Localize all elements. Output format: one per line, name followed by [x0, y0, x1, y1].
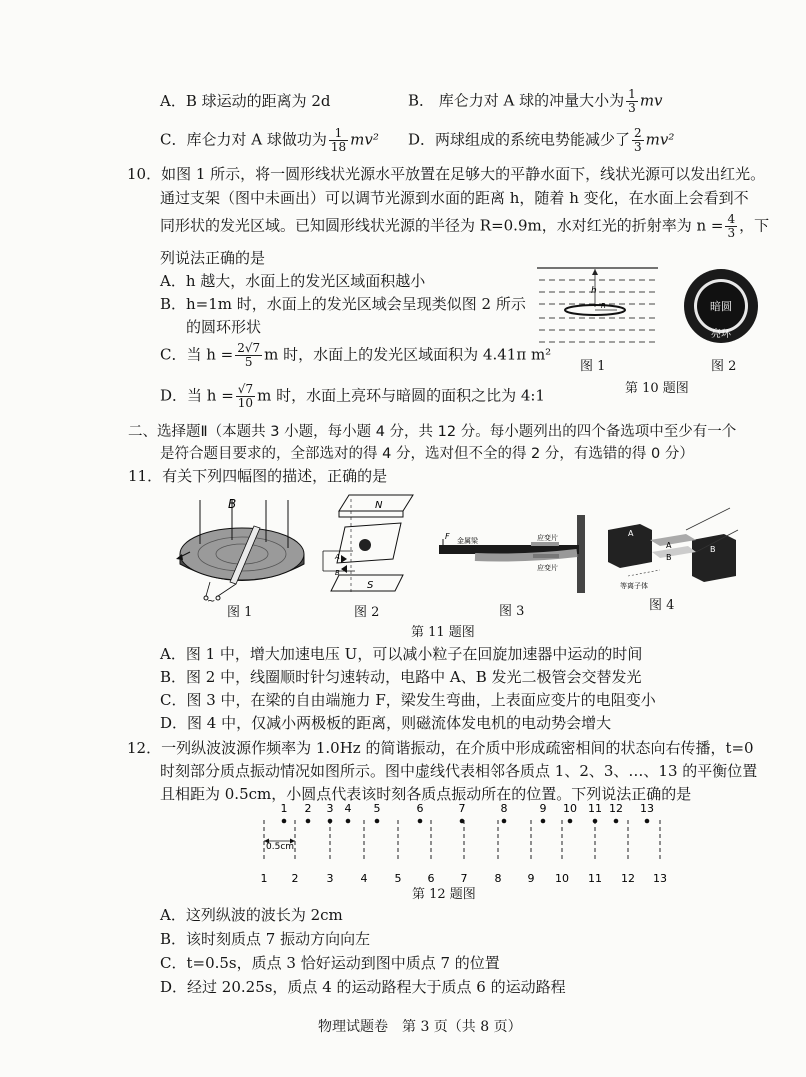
- fraction-denominator: 3: [628, 101, 636, 115]
- fig3-f-label: F: [445, 532, 450, 541]
- bottom-label-11: 11: [588, 872, 602, 885]
- top-label-9: 9: [539, 802, 547, 815]
- plasma-stream: [628, 570, 660, 576]
- fraction-denominator: 5: [244, 355, 253, 369]
- wire: [206, 582, 210, 596]
- q12-figure-caption: 第 12 题图: [412, 887, 476, 902]
- q9-option-a: A．B 球运动的距离为 2d: [160, 92, 331, 110]
- magnet-right: [692, 534, 736, 582]
- q11-figure2-generator: [315, 493, 420, 603]
- q11-option-a: A．图 1 中，增大加速电压 U，可以减小粒子在回旋加速器中运动的时间: [160, 645, 643, 663]
- fraction-numerator: √7: [237, 382, 254, 396]
- q12-option-d: D．经过 20.25s，质点 4 的运动路程大于质点 6 的运动路程: [160, 978, 566, 996]
- fig4-a-label: A: [628, 529, 634, 538]
- particle-dots: [282, 819, 650, 824]
- fig2-a-label: A: [335, 553, 340, 561]
- q11-figure1-cyclotron: [170, 492, 315, 604]
- bottom-label-2: 2: [291, 872, 299, 885]
- particle-dot-13: [645, 819, 650, 824]
- fig2-dark-label: 暗圆: [710, 300, 732, 313]
- fraction-denominator: 18: [330, 140, 347, 154]
- q10-figure2: [681, 268, 761, 348]
- fraction-numerator: 1: [628, 87, 636, 101]
- particle-dot-6: [418, 819, 423, 824]
- q11-figure3-beam: [435, 515, 595, 600]
- q12-option-c: C．t=0.5s，质点 3 恰好运动到图中质点 7 的位置: [160, 954, 500, 972]
- fraction-numerator: 2: [634, 126, 642, 140]
- q9-d-text: D．两球组成的系统电势能减少了: [408, 130, 631, 149]
- q10-figure1: [535, 262, 660, 344]
- q10-d-tail: m 时，水面上亮环与暗圆的面积之比为 4:1: [257, 386, 545, 405]
- particle-dot-10: [568, 819, 573, 824]
- q10-line3-text: 同形状的发光区域。已知圆形线状光源的半径为 R=0.9m，水对红光的折射率为 n =: [160, 216, 724, 235]
- q11-figure-caption: 第 11 题图: [411, 625, 475, 640]
- fig3-beam-label: 金属梁: [457, 537, 478, 545]
- top-label-13: 13: [640, 802, 654, 815]
- spacing-label: 0.5cm: [266, 842, 295, 852]
- q10-line3-tail: ，下: [739, 216, 770, 235]
- fraction-numerator: 1: [329, 127, 348, 141]
- q12-option-a: A．这列纵波的波长为 2cm: [160, 906, 343, 924]
- bottom-label-1: 1: [260, 872, 268, 885]
- fig2-n-label: N: [375, 500, 383, 511]
- particle-dot-4: [346, 819, 351, 824]
- q12-option-b: B．该时刻质点 7 振动方向向左: [160, 930, 371, 948]
- fraction-numerator: 2√7: [237, 341, 261, 355]
- q10-figure-caption: 第 10 题图: [625, 381, 689, 396]
- q11-fig3-label: 图 3: [499, 604, 525, 619]
- q10-d-fraction: [236, 383, 255, 410]
- top-label-3: 3: [326, 802, 334, 815]
- q10-c-fraction: [235, 342, 262, 369]
- fig3-gauge-bottom-label: 应变片: [537, 564, 558, 572]
- q12-stem-line1: 12．一列纵波波源作频率为 1.0Hz 的简谐振动，在介质中形成疏密相间的状态向右传播，t=0: [127, 739, 754, 757]
- q10-c-text: C．当 h =: [160, 345, 234, 364]
- fig1-r-label: R: [601, 302, 606, 310]
- top-label-1: 1: [280, 802, 288, 815]
- bottom-label-9: 9: [527, 872, 535, 885]
- top-label-7: 7: [458, 802, 466, 815]
- bottom-label-5: 5: [394, 872, 402, 885]
- q12-stem-line2: 时刻部分质点振动情况如图所示。图中虚线代表相邻各质点 1、2、3、…、13 的平衡位置: [160, 762, 758, 780]
- q9-option-c: [160, 127, 379, 154]
- bottom-label-8: 8: [494, 872, 502, 885]
- fig2-s-label: S: [367, 580, 374, 591]
- fraction-numerator: 4: [727, 212, 736, 226]
- wire: [686, 508, 730, 530]
- particle-dot-3: [328, 819, 333, 824]
- plate-b: [652, 546, 696, 558]
- diode-a-icon: [341, 555, 347, 563]
- fig1-b-label: B: [228, 497, 237, 511]
- particle-dot-8: [502, 819, 507, 824]
- fraction-denominator: 3: [634, 140, 642, 154]
- plate-a: [650, 534, 696, 546]
- q9-option-d: [408, 127, 674, 154]
- top-label-8: 8: [500, 802, 508, 815]
- q10-n-fraction: [725, 213, 737, 240]
- terminal: [216, 596, 220, 600]
- q10-option-a: A．h 越大，水面上的发光区域面积越小: [160, 272, 426, 290]
- q10-d-text: D．当 h =: [160, 386, 234, 405]
- arrow-head-icon: [592, 269, 598, 275]
- bent-beam: [475, 553, 577, 558]
- rotation-symbol: [359, 539, 371, 551]
- top-label-10: 10: [563, 802, 577, 815]
- q9-option-b: [408, 88, 663, 115]
- q11-option-d: D．图 4 中，仅减小两极板的距离，则磁流体发电机的电动势会增大: [160, 714, 612, 732]
- q10-fig2-label: 图 2: [711, 359, 737, 374]
- fig4-b-plate-label: B: [666, 553, 672, 562]
- particle-dot-1: [282, 819, 287, 824]
- q10-stem-line3: [160, 213, 769, 240]
- particle-dot-5: [375, 819, 380, 824]
- bottom-label-6: 6: [427, 872, 435, 885]
- bottom-label-13: 13: [653, 872, 667, 885]
- fraction-denominator: 3: [727, 226, 736, 240]
- q11-fig1-label: 图 1: [227, 605, 253, 620]
- particle-dot-9: [541, 819, 546, 824]
- top-label-11: 11: [588, 802, 602, 815]
- q11-fig4-label: 图 4: [649, 598, 675, 613]
- q10-c-tail: m 时，水面上的发光区域面积为 4.41π m²: [264, 345, 552, 364]
- q12-stem-line3: 且相距为 0.5cm，小圆点代表该时刻各质点振动所在的位置。下列说法正确的是: [160, 785, 692, 803]
- q10-stem-line2: 通过支架（图中未画出）可以调节光源到水面的距离 h，随着 h 变化，在水面上会看到不: [160, 189, 749, 207]
- q10-stem-line4: 列说法正确的是: [160, 249, 266, 267]
- strain-gauge-bottom: [533, 554, 559, 558]
- fig2-ring-label: 亮环: [711, 329, 731, 340]
- fig4-b-label: B: [710, 545, 716, 554]
- bottom-label-4: 4: [360, 872, 368, 885]
- particle-dot-2: [306, 819, 311, 824]
- magnet-n-side: [339, 511, 403, 517]
- q11-option-c: C．图 3 中，在梁的自由端施力 F，梁发生弯曲，上表面应变片的电阻变小: [160, 691, 656, 709]
- fig3-gauge-top-label: 应变片: [537, 534, 558, 542]
- top-label-6: 6: [416, 802, 424, 815]
- section2-heading-line2: 是符合题目要求的，全部选对的得 4 分，选对但不全的得 2 分，有选错的得 0 分）: [160, 446, 694, 462]
- top-label-2: 2: [304, 802, 312, 815]
- bottom-label-12: 12: [621, 872, 635, 885]
- bottom-label-3: 3: [326, 872, 334, 885]
- top-label-4: 4: [344, 802, 352, 815]
- q9-d-unit: mv²: [645, 130, 675, 149]
- q11-option-b: B．图 2 中，线圈顺时针匀速转动，电路中 A、B 发光二极管会交替发光: [160, 668, 642, 686]
- fig4-a-plate-label: A: [666, 541, 672, 550]
- top-label-12: 12: [609, 802, 623, 815]
- q11-stem: 11．有关下列四幅图的描述，正确的是: [128, 467, 388, 485]
- q10-stem-line1: 10．如图 1 所示，将一圆形线状光源水平放置在足够大的平静水面下，线状光源可以发出红光。: [127, 165, 766, 183]
- bottom-label-7: 7: [460, 872, 468, 885]
- strain-gauge-top: [531, 542, 559, 546]
- q10-option-b-line1: B．h=1m 时，水面上的发光区域会呈现类似图 2 所示: [160, 295, 526, 313]
- q9-b-unit: mv: [639, 91, 663, 110]
- page-footer: 物理试题卷 第 3 页（共 8 页）: [318, 1019, 522, 1035]
- q10-option-d: [160, 383, 545, 410]
- bottom-label-10: 10: [555, 872, 569, 885]
- equilibrium-lines: [264, 820, 660, 862]
- fig4-plasma-label: 等离子体: [620, 582, 648, 590]
- top-label-5: 5: [373, 802, 381, 815]
- q9-b-fraction: [626, 88, 638, 115]
- fig2-b-label: B: [335, 569, 340, 577]
- q11-fig2-label: 图 2: [354, 605, 380, 620]
- fig1-ac-symbol: ~: [207, 596, 216, 604]
- q9-b-text: B． 库仑力对 A 球的冲量大小为: [408, 91, 625, 110]
- fig1-h-label: h: [591, 286, 597, 296]
- q9-c-unit: mv²: [350, 130, 379, 149]
- particle-dot-11: [593, 819, 598, 824]
- particle-dot-12: [614, 819, 619, 824]
- q9-d-fraction: [632, 127, 644, 154]
- q11-figure4-mhd: [600, 500, 740, 600]
- wire: [218, 584, 236, 596]
- diode-b-icon: [341, 565, 347, 573]
- top-labels: [281, 802, 655, 815]
- q10-fig1-label: 图 1: [580, 359, 606, 374]
- q9-c-fraction: [329, 127, 348, 154]
- q12-figure: [250, 800, 680, 890]
- fraction-denominator: 10: [237, 396, 254, 410]
- q9-c-text: C．库仑力对 A 球做功为: [160, 130, 327, 149]
- q10-option-b-line2: 的圆环形状: [186, 318, 262, 336]
- particle-dot-7: [460, 819, 465, 824]
- section2-heading-line1: 二、选择题Ⅱ（本题共 3 小题，每小题 4 分，共 12 分。每小题列出的四个备选项中至少有一个: [128, 424, 737, 440]
- q10-option-c: [160, 342, 551, 369]
